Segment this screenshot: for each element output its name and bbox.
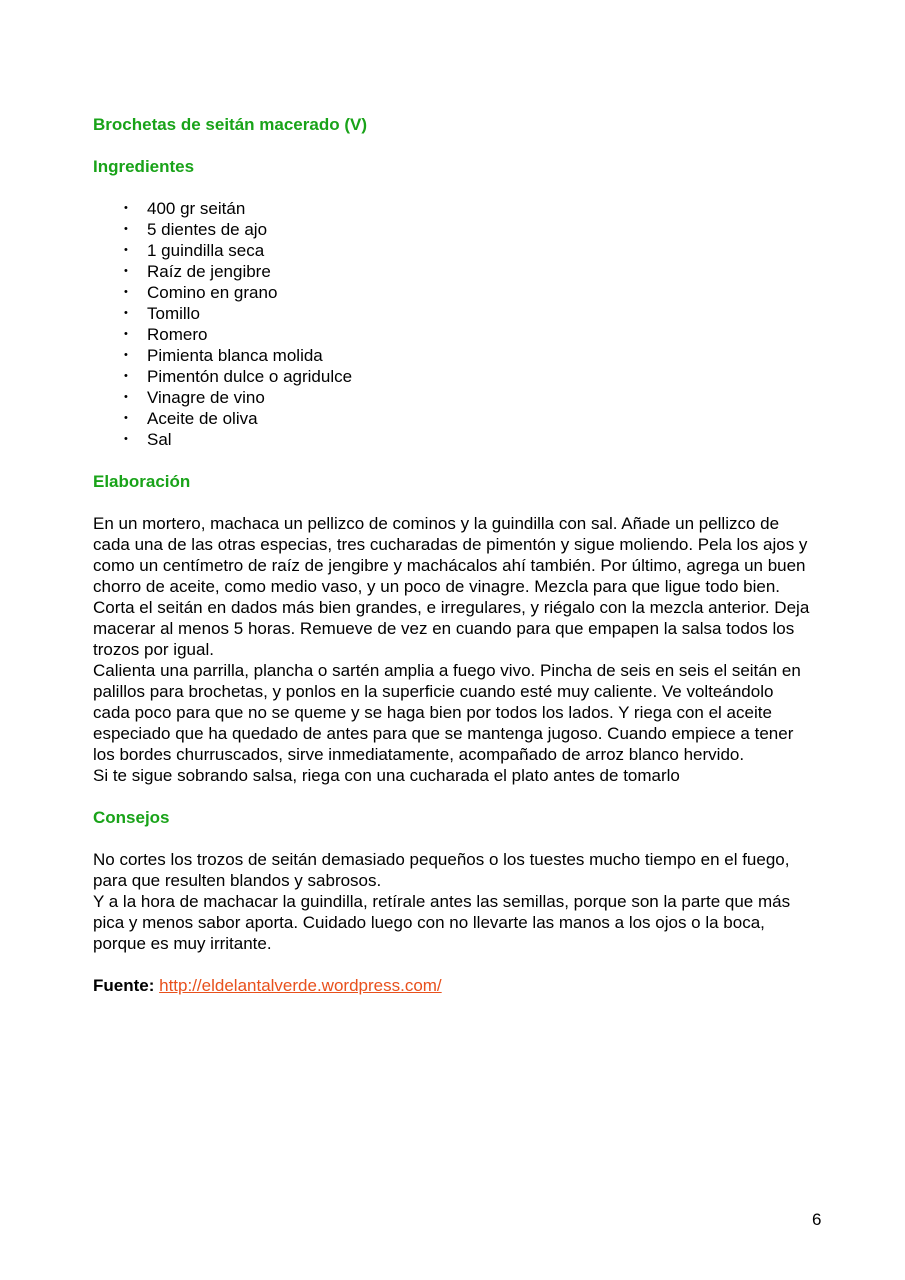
- tips-paragraph: No cortes los trozos de seitán demasiado pequeños o los tuestes mucho tiempo en el fuego, para que resulten blandos y sabrosos.: [93, 850, 790, 890]
- bullet-icon: •: [124, 328, 128, 340]
- bullet-icon: •: [124, 307, 128, 319]
- elaboration-heading: Elaboración: [93, 472, 191, 491]
- list-item: • 400 gr seitán: [124, 199, 246, 218]
- bullet-icon: •: [124, 412, 128, 424]
- bullet-icon: •: [124, 286, 128, 298]
- elaboration-paragraph: Corta el seitán en dados más bien grandes, e irregulares, y riégalo con la mezcla anterior. Deja macerar al menos 5 horas. Remueve de vez en cuando para que empapen la salsa todos los trozos por igual.: [93, 598, 810, 659]
- list-item: • Romero: [124, 325, 208, 344]
- list-item: • Vinagre de vino: [124, 388, 265, 407]
- list-item: • Pimentón dulce o agridulce: [124, 367, 353, 386]
- bullet-icon: •: [124, 223, 128, 235]
- source-line: [93, 975, 813, 996]
- page-number: 6: [812, 1210, 822, 1229]
- bullet-icon: •: [124, 433, 128, 445]
- list-item: • 1 guindilla seca: [124, 241, 265, 260]
- list-item: • Tomillo: [124, 304, 200, 323]
- list-item: • Aceite de oliva: [124, 409, 258, 428]
- elaboration-paragraph: Si te sigue sobrando salsa, riega con una cucharada el plato antes de tomarlo: [93, 766, 680, 785]
- tips-paragraph: Y a la hora de machacar la guindilla, retírale antes las semillas, porque son la parte que más pica y menos sabor aporta. Cuidado luego con no llevarte las manos a los ojos o la boca, porque es muy irritante.: [93, 892, 791, 953]
- elaboration-paragraph: Calienta una parrilla, plancha o sartén amplia a fuego vivo. Pincha de seis en seis el seitán en palillos para brochetas, y ponlos en la superficie cuando esté muy caliente. Ve volteándolo cada poco para que no se queme y se haga bien por todos los lados. Y riega con el aceite especiado que ha quedado de antes para que se mantenga jugoso. Cuando empiece a tener los bordes churruscados, sirve inmediatamente, acompañado de arroz blanco hervido.: [93, 661, 801, 764]
- bullet-icon: •: [124, 391, 128, 403]
- bullet-icon: •: [124, 244, 128, 256]
- bullet-icon: •: [124, 202, 128, 214]
- elaboration-paragraph: En un mortero, machaca un pellizco de cominos y la guindilla con sal. Añade un pellizco de cada una de las otras especias, tres cucharadas de pimentón y sigue moliendo. Pela los ajos y como un centímetro de raíz de jengibre y machácalos ahí también. Por último, agrega un buen chorro de aceite, como medio vaso, y un poco de vinagre. Mezcla para que ligue todo bien.: [93, 514, 808, 596]
- list-item: • Raíz de jengibre: [124, 262, 271, 281]
- list-item: • Comino en grano: [124, 283, 278, 302]
- source-label: Fuente:: [93, 976, 155, 995]
- ingredients-heading: Ingredientes: [93, 157, 195, 176]
- source-link[interactable]: http://eldelantalverde.wordpress.com/: [159, 976, 442, 995]
- list-item: • Sal: [124, 430, 172, 449]
- bullet-icon: •: [124, 370, 128, 382]
- recipe-title: Brochetas de seitán macerado (V): [93, 115, 367, 134]
- list-item: • 5 dientes de ajo: [124, 220, 268, 239]
- tips-heading: Consejos: [93, 808, 170, 827]
- ingredients-list: [93, 198, 813, 450]
- recipe-page: [93, 114, 813, 996]
- bullet-icon: •: [124, 349, 128, 361]
- list-item: • Pimienta blanca molida: [124, 346, 323, 365]
- bullet-icon: •: [124, 265, 128, 277]
